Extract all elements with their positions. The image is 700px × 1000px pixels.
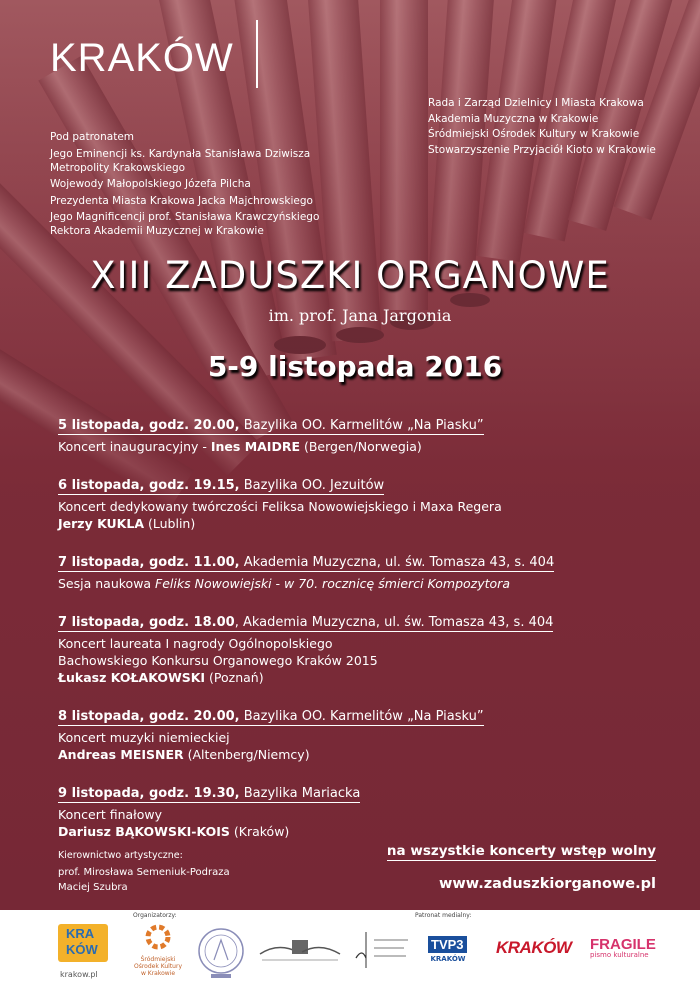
performer-name: Ines MAIDRE <box>210 439 300 454</box>
performer-name: Łukasz KOŁAKOWSKI <box>58 670 206 685</box>
event-text: (Poznań) <box>205 670 264 685</box>
event-text: Bachowskiego Konkursu Organowego Kraków 2015 <box>58 653 378 668</box>
sok-text: Śródmiejski Ośrodek Kultury w Krakowie <box>133 956 182 977</box>
festival-title: XIII ZADUSZKI ORGANOWE <box>90 254 610 297</box>
tvp3-text: TVP3 <box>428 936 467 953</box>
event-description-line <box>58 635 658 652</box>
patron-line: Jego Eminencji ks. Kardynała Stanisława Dziwisza Metropolity Krakowskiego <box>50 147 311 174</box>
krakow-pl-mid: KÓW <box>66 942 98 957</box>
event-description-line <box>58 652 658 669</box>
event-description-line <box>58 669 658 686</box>
event-item <box>58 414 658 455</box>
organizer-line: Rada i Zarząd Dzielnicy I Miasta Krakowa <box>428 97 644 109</box>
media-patronage-label: Patronat medialny: <box>415 912 472 919</box>
event-text: Koncert dedykowany twórczości Feliksa Nowowiejskiego i Maxa Regera <box>58 499 502 514</box>
event-description-line <box>58 746 658 763</box>
krakow-red-logo[interactable] <box>496 938 576 964</box>
patronage-heading: Pod patronatem <box>50 131 135 143</box>
event-venue: Bazylika Mariacka <box>239 786 361 801</box>
performer-name: Andreas MEISNER <box>58 747 184 762</box>
performer-name: Dariusz BĄKOWSKI-KOIS <box>58 824 230 839</box>
sponsors-footer <box>0 910 700 1000</box>
director-name: prof. Mirosława Semeniuk-Podraza <box>58 867 230 878</box>
performer-name: Jerzy KUKLA <box>58 516 145 531</box>
fragile-logo[interactable] <box>590 936 660 970</box>
tvp3-logo[interactable] <box>428 936 478 976</box>
website-link[interactable]: www.zaduszkiorganowe.pl <box>438 876 656 892</box>
dzielnica-logo[interactable] <box>258 936 342 966</box>
event-heading <box>58 615 553 632</box>
krakow-red-text: KRAKÓW <box>496 938 572 957</box>
event-text: Sesja naukowa <box>58 576 156 591</box>
festival-dates: 5-9 listopada 2016 <box>207 350 503 383</box>
patron-line: Jego Magnificencji prof. Stanisława Krawczyńskiego Rektora Akademii Muzycznej w Krakowie <box>50 211 320 237</box>
event-item <box>58 705 658 763</box>
krakow-pl-url: krakow.pl <box>60 970 98 979</box>
organizers-block <box>428 96 656 158</box>
event-date-time: 9 listopada, godz. 19.30, <box>58 786 240 801</box>
event-venue: Bazylika OO. Karmelitów „Na Piasku” <box>239 709 484 724</box>
event-text: Koncert inauguracyjny - <box>58 439 211 454</box>
event-date-time: 5 listopada, godz. 20.00, <box>58 418 240 433</box>
event-date-time: 8 listopada, godz. 20.00, <box>58 709 240 724</box>
event-text: Feliks Nowowiejski - w 70. rocznicę śmierci Kompozytora <box>155 576 510 591</box>
kioto-icon <box>352 928 412 974</box>
patronage-block <box>50 130 319 241</box>
event-date-time: 7 listopada, godz. 18.00 <box>58 615 235 630</box>
event-text: (Lublin) <box>144 516 196 531</box>
event-description-line <box>58 498 658 515</box>
event-text: (Bergen/Norwegia) <box>300 439 422 454</box>
event-text: Koncert muzyki niemieckiej <box>58 730 230 745</box>
director-name: Maciej Szubra <box>58 882 128 893</box>
event-venue: , Akademia Muzyczna, ul. św. Tomasza 43, s. 404 <box>234 615 554 630</box>
fragile-text: FRAGILE <box>590 936 656 953</box>
krakow-pl-top: KRA <box>66 926 95 941</box>
event-date-time: 6 listopada, godz. 19.15, <box>58 478 240 493</box>
fragile-sub: pismo kulturalne <box>590 951 649 959</box>
event-item <box>58 611 658 686</box>
kioto-society-logo[interactable] <box>352 928 412 974</box>
event-venue: Bazylika OO. Karmelitów „Na Piasku” <box>239 418 484 433</box>
event-heading <box>58 786 360 803</box>
event-item <box>58 782 658 840</box>
event-text: Koncert finałowy <box>58 807 162 822</box>
event-description-line <box>58 823 658 840</box>
event-heading <box>58 709 484 726</box>
sok-logo[interactable] <box>132 922 184 996</box>
krakow-pl-logo[interactable] <box>58 924 110 986</box>
event-description-line <box>58 438 658 455</box>
tvp3-sub: KRAKÓW <box>430 955 466 963</box>
patron-line: Wojewody Małopolskiego Józefa Pilcha <box>50 178 251 190</box>
dzielnica-crest-icon <box>258 936 342 966</box>
artistic-direction-label: Kierownictwo artystyczne: <box>58 850 183 861</box>
event-heading <box>58 478 384 495</box>
event-item <box>58 551 658 592</box>
event-description-line <box>58 729 658 746</box>
event-heading <box>58 418 484 435</box>
organizer-line: Stowarzyszenie Przyjaciół Kioto w Krakowie <box>428 143 656 156</box>
event-heading <box>58 555 554 572</box>
event-text: (Altenberg/Niemcy) <box>183 747 310 762</box>
logo-divider <box>256 20 258 88</box>
event-date-time: 7 listopada, godz. 11.00, <box>58 555 240 570</box>
event-text: (Kraków) <box>229 824 290 839</box>
tvp3-mark <box>428 936 478 953</box>
event-item <box>58 474 658 532</box>
patron-line: Prezydenta Miasta Krakowa Jacka Majchrowskiego <box>50 194 313 207</box>
festival-subtitle: im. prof. Jana Jargonia <box>268 306 452 325</box>
krakow-logo: KRAKÓW <box>50 36 234 80</box>
event-text: Koncert laureata I nagrody Ogólnopolskiego <box>58 636 333 651</box>
event-venue: Bazylika OO. Jezuitów <box>239 478 385 493</box>
akademia-muzyczna-logo[interactable] <box>196 926 246 982</box>
event-description-line <box>58 806 658 823</box>
event-description-line <box>58 515 658 532</box>
gear-icon <box>143 922 173 952</box>
akademia-seal-icon <box>196 926 246 982</box>
organizer-line: Śródmiejski Ośrodek Kultury w Krakowie <box>428 128 640 140</box>
event-description-line <box>58 575 658 592</box>
event-venue: Akademia Muzyczna, ul. św. Tomasza 43, s. 404 <box>239 555 555 570</box>
artistic-direction <box>58 848 230 895</box>
free-entry-note: na wszystkie koncerty wstęp wolny <box>386 843 656 859</box>
events-list <box>58 414 658 859</box>
organizer-line: Akademia Muzyczna w Krakowie <box>428 112 599 125</box>
organizers-label: Organizatorzy: <box>133 912 177 919</box>
